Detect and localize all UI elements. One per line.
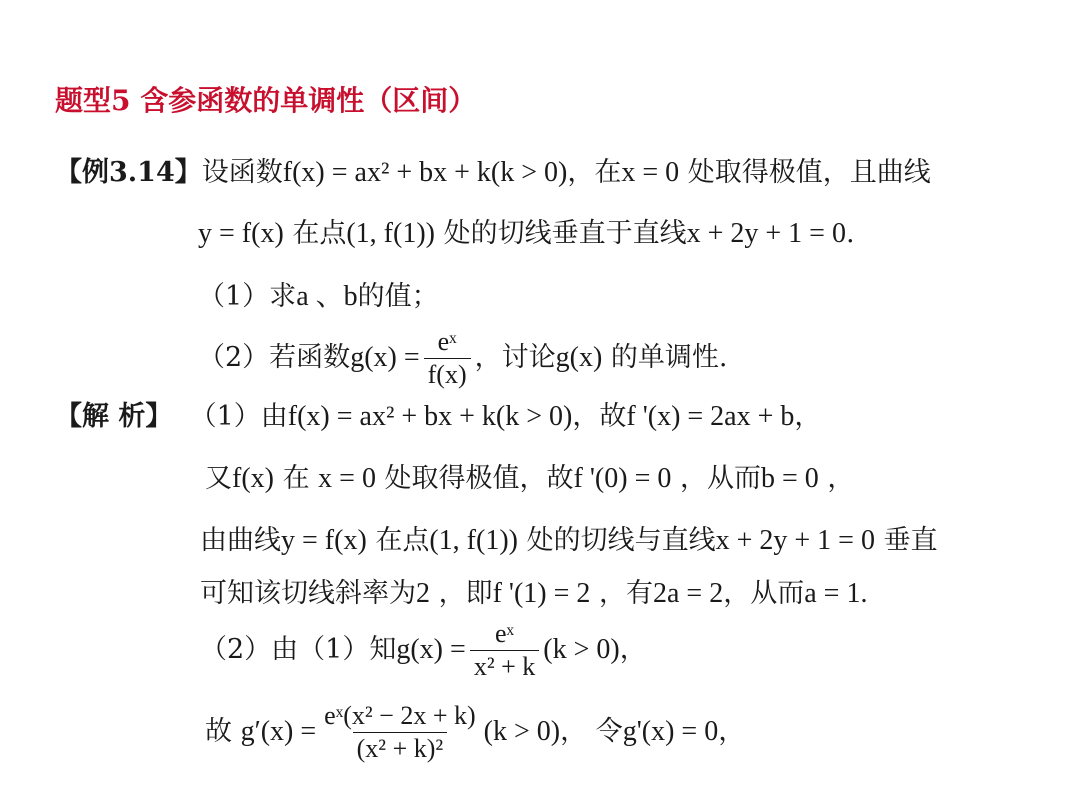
solution-text: ，从而 xyxy=(671,463,761,494)
math-expression: x = 0 xyxy=(621,157,680,188)
solution-text: ， xyxy=(718,716,746,747)
solution-text: ，有 xyxy=(590,578,653,609)
solution-tag: 【解 析】 xyxy=(55,401,173,432)
example-text: 设函数 xyxy=(201,157,283,188)
solution-text: 处的切线与直线 xyxy=(517,525,716,556)
example-text: 处的切线垂直于直线 xyxy=(434,218,687,249)
solution-text: ， 令 xyxy=(560,716,623,747)
math-expression: y = f(x) xyxy=(198,218,284,249)
solution-text: ， xyxy=(619,634,647,665)
fraction-numerator: eˣ xyxy=(437,327,457,356)
solution-text: （2）由（1）知 xyxy=(200,634,397,665)
math-expression: g(x) = xyxy=(396,634,466,665)
question-1 xyxy=(198,280,439,314)
math-expression: g'(x) = 0 xyxy=(622,716,719,747)
example-line-2 xyxy=(198,217,855,251)
math-expression: x + 2y + 1 = 0 xyxy=(686,218,846,249)
math-expression: 2 xyxy=(416,578,430,609)
solution-line-6 xyxy=(205,690,745,774)
math-expression: x + 2y + 1 = 0 xyxy=(715,525,875,556)
section-title: 题型5 含参函数的单调性（区间） xyxy=(55,84,477,117)
solution-text: 可知该切线斜率为 xyxy=(200,578,416,609)
fraction-numerator: eˣ xyxy=(495,619,515,648)
math-expression: g′(x) = xyxy=(240,716,317,747)
solution-text: ， xyxy=(818,463,855,494)
fraction-denominator: x² + k xyxy=(470,650,539,683)
solution-text: 在点 xyxy=(366,525,430,556)
math-expression: g(x) = xyxy=(350,342,420,373)
solution-text: 故 xyxy=(205,716,232,747)
math-expression: 2a = 2 xyxy=(653,578,724,609)
math-expression: g(x) xyxy=(555,342,603,373)
solution-text: ，从而 xyxy=(723,578,805,609)
solution-text: 由曲线 xyxy=(200,525,281,556)
solution-text: 处取得极值，故 xyxy=(375,463,574,494)
math-expression: f '(0) = 0 xyxy=(573,463,672,494)
math-expression: b = 0 xyxy=(760,463,819,494)
example-text: 在点 xyxy=(283,218,347,249)
fraction xyxy=(320,700,480,765)
example-text: 处取得极值，且曲线 xyxy=(679,157,931,188)
solution-text: （1）由 xyxy=(189,401,288,432)
example-line-1 xyxy=(55,156,931,190)
solution-text: ，故 xyxy=(572,401,627,432)
math-expression: f '(1) = 2 xyxy=(492,578,591,609)
math-expression: x = 0 xyxy=(318,463,376,494)
solution-line-4 xyxy=(200,577,867,611)
function-definition: f(x) = ax² + bx + k(k > 0) xyxy=(282,157,568,188)
math-expression: f(x) = ax² + bx + k(k > 0) xyxy=(287,401,573,432)
fraction-denominator: f(x) xyxy=(424,358,471,391)
fraction-numerator: eˣ(x² − 2x + k) xyxy=(324,701,476,730)
question-text: 的值； xyxy=(357,281,439,312)
solution-text: 在 xyxy=(273,463,319,494)
question-text: ，讨论 xyxy=(474,342,556,373)
math-expression: f(x) xyxy=(232,463,274,494)
math-expression: y = f(x) xyxy=(281,525,367,556)
solution-text: 又 xyxy=(205,463,232,494)
math-expression: f '(x) = 2ax + b xyxy=(626,401,795,432)
math-expression: (1, f(1)) xyxy=(429,525,518,556)
question-text: （1）求 xyxy=(198,281,297,312)
math-expression: (k > 0) xyxy=(543,634,620,665)
fraction xyxy=(424,326,471,391)
math-expression: (k > 0) xyxy=(483,716,561,747)
solution-line-5 xyxy=(200,614,647,686)
example-text: . xyxy=(845,218,855,249)
fraction xyxy=(470,618,539,683)
question-text: （2）若函数 xyxy=(198,342,351,373)
solution-line-1 xyxy=(55,400,821,434)
solution-text: 垂直 xyxy=(874,525,938,556)
question-2 xyxy=(198,322,727,394)
fraction-denominator: (x² + k)² xyxy=(353,732,448,765)
math-expression: a = 1. xyxy=(804,578,868,609)
solution-text: ， xyxy=(794,401,822,432)
math-expression: (1, f(1)) xyxy=(346,218,435,249)
solution-line-2 xyxy=(205,462,854,496)
question-text: 的单调性. xyxy=(602,342,728,373)
example-tag: 【例3.14】 xyxy=(55,157,202,188)
example-text: ，在 xyxy=(567,157,622,188)
solution-line-3 xyxy=(200,524,938,558)
math-expression: a 、b xyxy=(296,281,358,312)
solution-text: ，即 xyxy=(430,578,493,609)
